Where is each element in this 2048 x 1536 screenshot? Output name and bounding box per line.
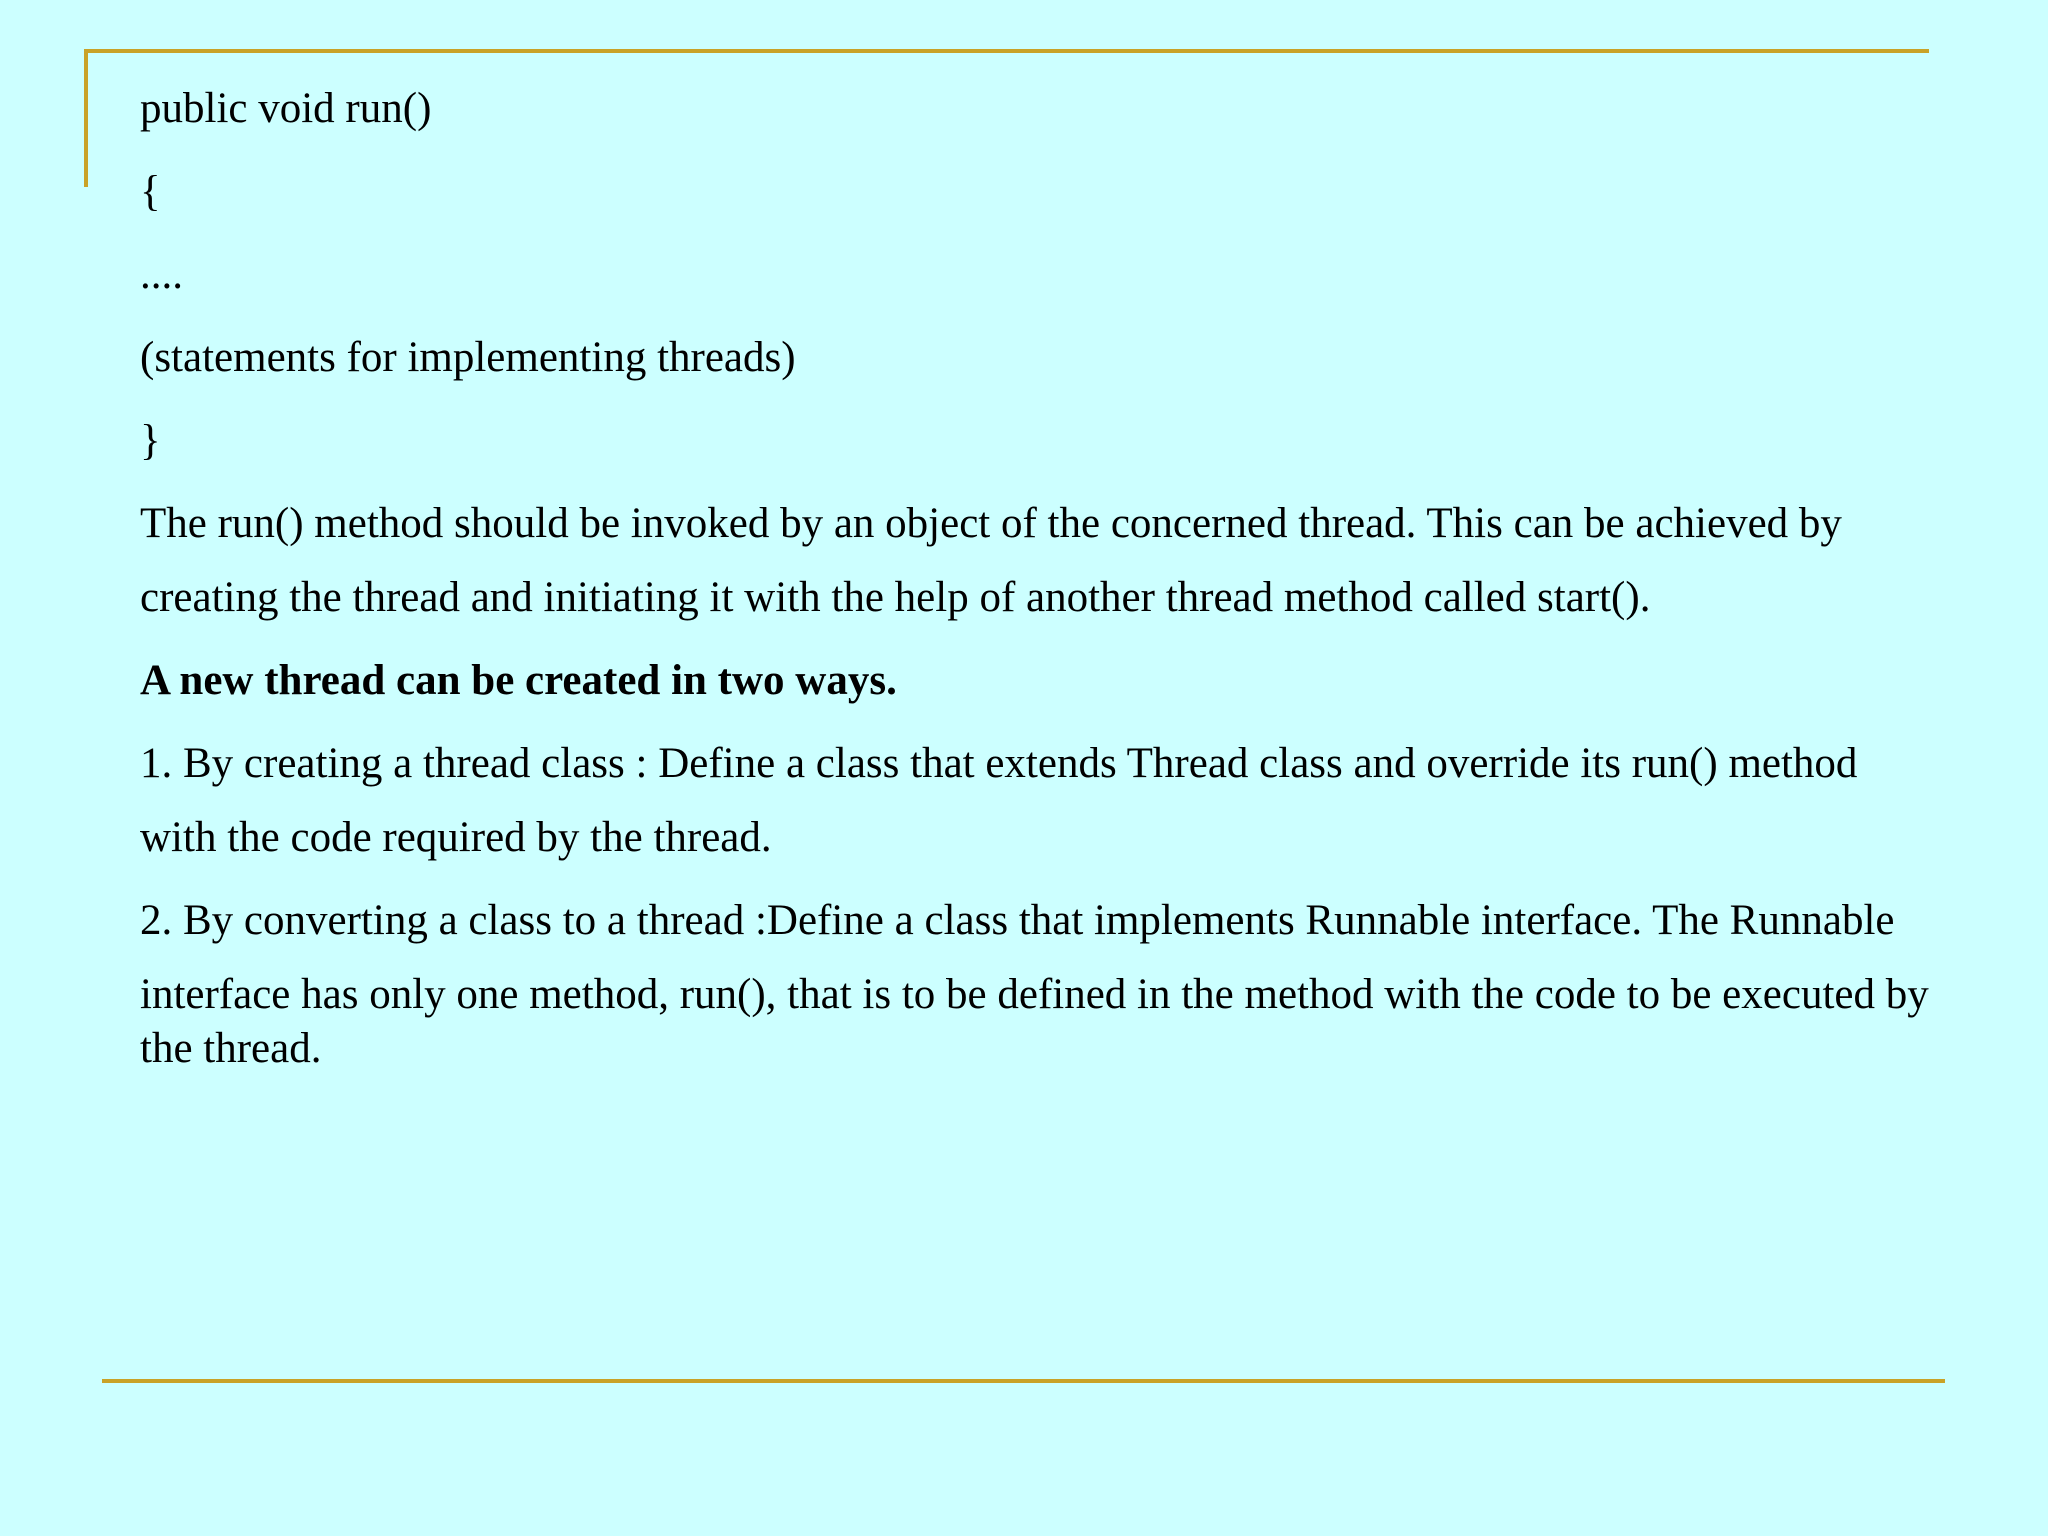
code-comment-line: (statements for implementing threads): [140, 334, 796, 381]
way-two-continuation: interface has only one method, run(), that is to be defined in the method with the code to be executed by the thread.: [140, 971, 1929, 1072]
way-one-continuation: with the code required by the thread.: [140, 814, 772, 861]
bottom-divider: [102, 1379, 1945, 1383]
run-method-paragraph: The run() method should be invoked by an object of the concerned thread. This can be achieved by: [140, 500, 1842, 547]
top-divider: [84, 49, 1929, 53]
code-open-brace: {: [140, 168, 161, 215]
code-signature-line: public void run(): [140, 85, 432, 132]
code-ellipsis: ....: [140, 251, 183, 298]
two-ways-heading: A new thread can be created in two ways.: [140, 657, 897, 704]
way-two-paragraph: 2. By converting a class to a thread :Define a class that implements Runnable interface. The Runnable: [140, 897, 1895, 944]
way-one-paragraph: 1. By creating a thread class : Define a class that extends Thread class and override its run() method: [140, 740, 1858, 787]
start-method-paragraph: creating the thread and initiating it with the help of another thread method called start().: [140, 574, 1651, 621]
slide-body: [140, 82, 1930, 1105]
code-close-brace: }: [140, 417, 161, 464]
left-accent-bar: [84, 49, 88, 187]
